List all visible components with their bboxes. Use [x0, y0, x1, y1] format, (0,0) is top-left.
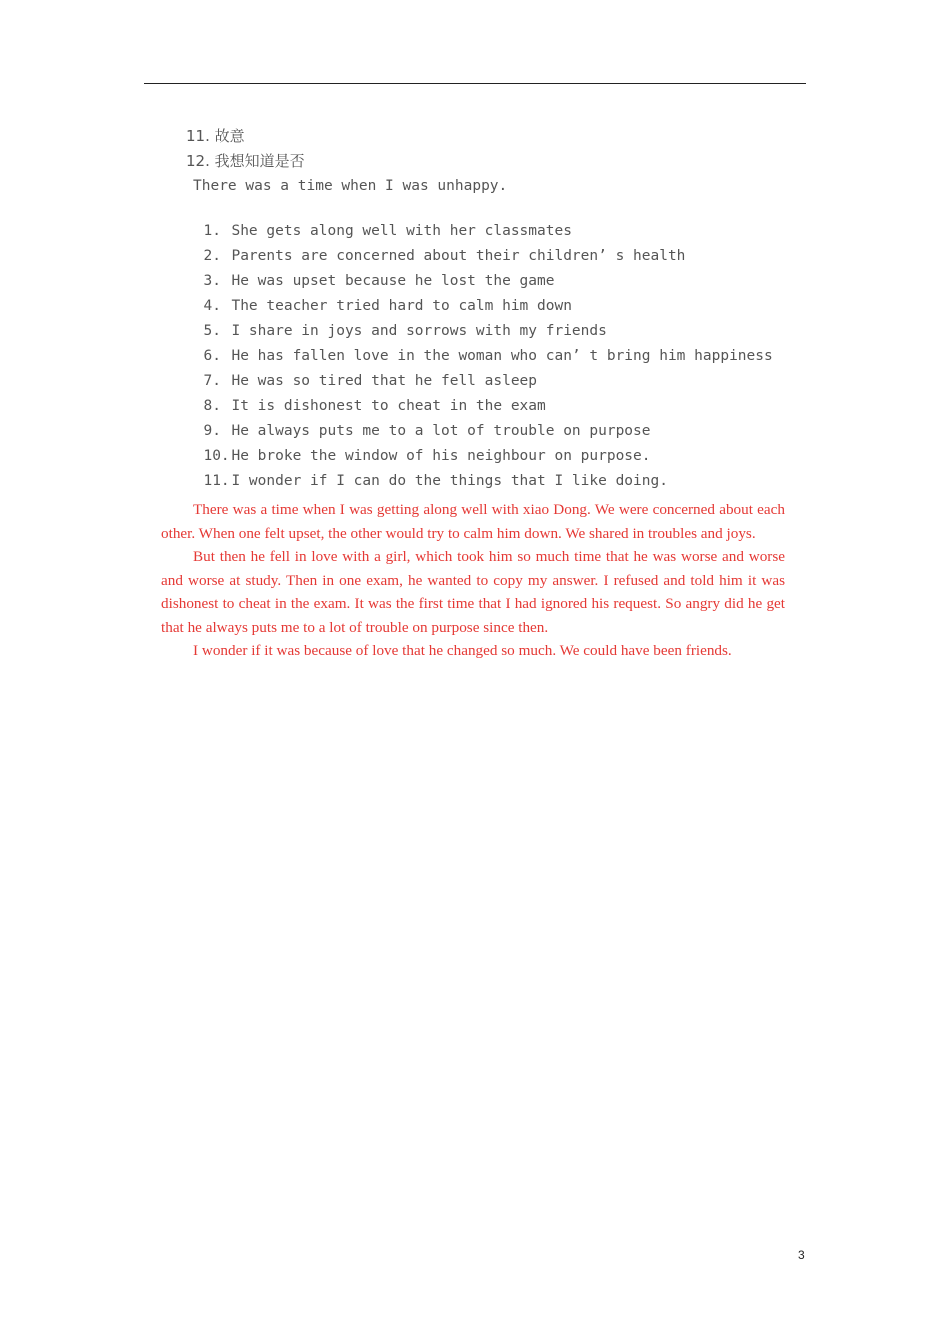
sentence-number: 8. — [203, 398, 221, 414]
sentence-text: He always puts me to a lot of trouble on purpose — [231, 423, 651, 439]
sentence-number: 10. — [203, 448, 230, 464]
sentence-text: I wonder if I can do the things that I like doing. — [231, 473, 668, 489]
essay-paragraph: There was a time when I was getting along well with xiao Dong. We were concerned about each other. When one felt upset, the other would try to calm him down. We shared in troubles and joys. — [161, 501, 785, 542]
sentence-number: 2. — [203, 248, 221, 264]
sentence-number: 4. — [203, 298, 221, 314]
sentence-text: He was upset because he lost the game — [231, 273, 555, 289]
phrase-text: 故意 — [214, 127, 245, 145]
phrase-text: 我想知道是否 — [214, 152, 305, 170]
sentence-text: The teacher tried hard to calm him down — [231, 298, 572, 314]
sentence-text: She gets along well with her classmates — [231, 223, 572, 239]
sentence-number: 3. — [203, 273, 221, 289]
sentence-number: 6. — [203, 348, 221, 364]
sentence-text: He has fallen love in the woman who can’ t bring him happiness — [231, 348, 773, 364]
essay — [161, 498, 785, 663]
sentence-text: I share in joys and sorrows with my friends — [231, 323, 607, 339]
sentence-item — [186, 451, 668, 491]
sentence-text: He was so tired that he fell asleep — [231, 373, 538, 389]
essay-paragraph: But then he fell in love with a girl, which took him so much time that he was worse and worse and worse at study. Then in one exam, he wanted to copy my answer. I refused and told him it was dishonest to cheat in the exam. It was the first time that I had ignored his request. So angry did he get that he always puts me to a lot of trouble on purpose since then. — [161, 548, 785, 636]
sentence-text: He broke the window of his neighbour on purpose. — [231, 448, 651, 464]
essay-paragraph: I wonder if it was because of love that he changed so much. We could have been friends. — [193, 642, 732, 659]
page-number: 3 — [798, 1248, 805, 1262]
intro-sentence: There was a time when I was unhappy. — [193, 178, 508, 194]
phrase-number: 12. — [186, 152, 210, 170]
phrase-item — [186, 126, 245, 146]
phrase-item — [186, 151, 305, 171]
sentence-text: It is dishonest to cheat in the exam — [231, 398, 546, 414]
phrase-number: 11. — [186, 127, 210, 145]
header-rule — [144, 83, 806, 84]
sentence-number: 7. — [203, 373, 221, 389]
sentence-number: 11. — [203, 473, 230, 489]
sentence-number: 5. — [203, 323, 221, 339]
sentence-number: 1. — [203, 223, 221, 239]
sentence-number: 9. — [203, 423, 221, 439]
sentence-text: Parents are concerned about their children’ s health — [231, 248, 686, 264]
